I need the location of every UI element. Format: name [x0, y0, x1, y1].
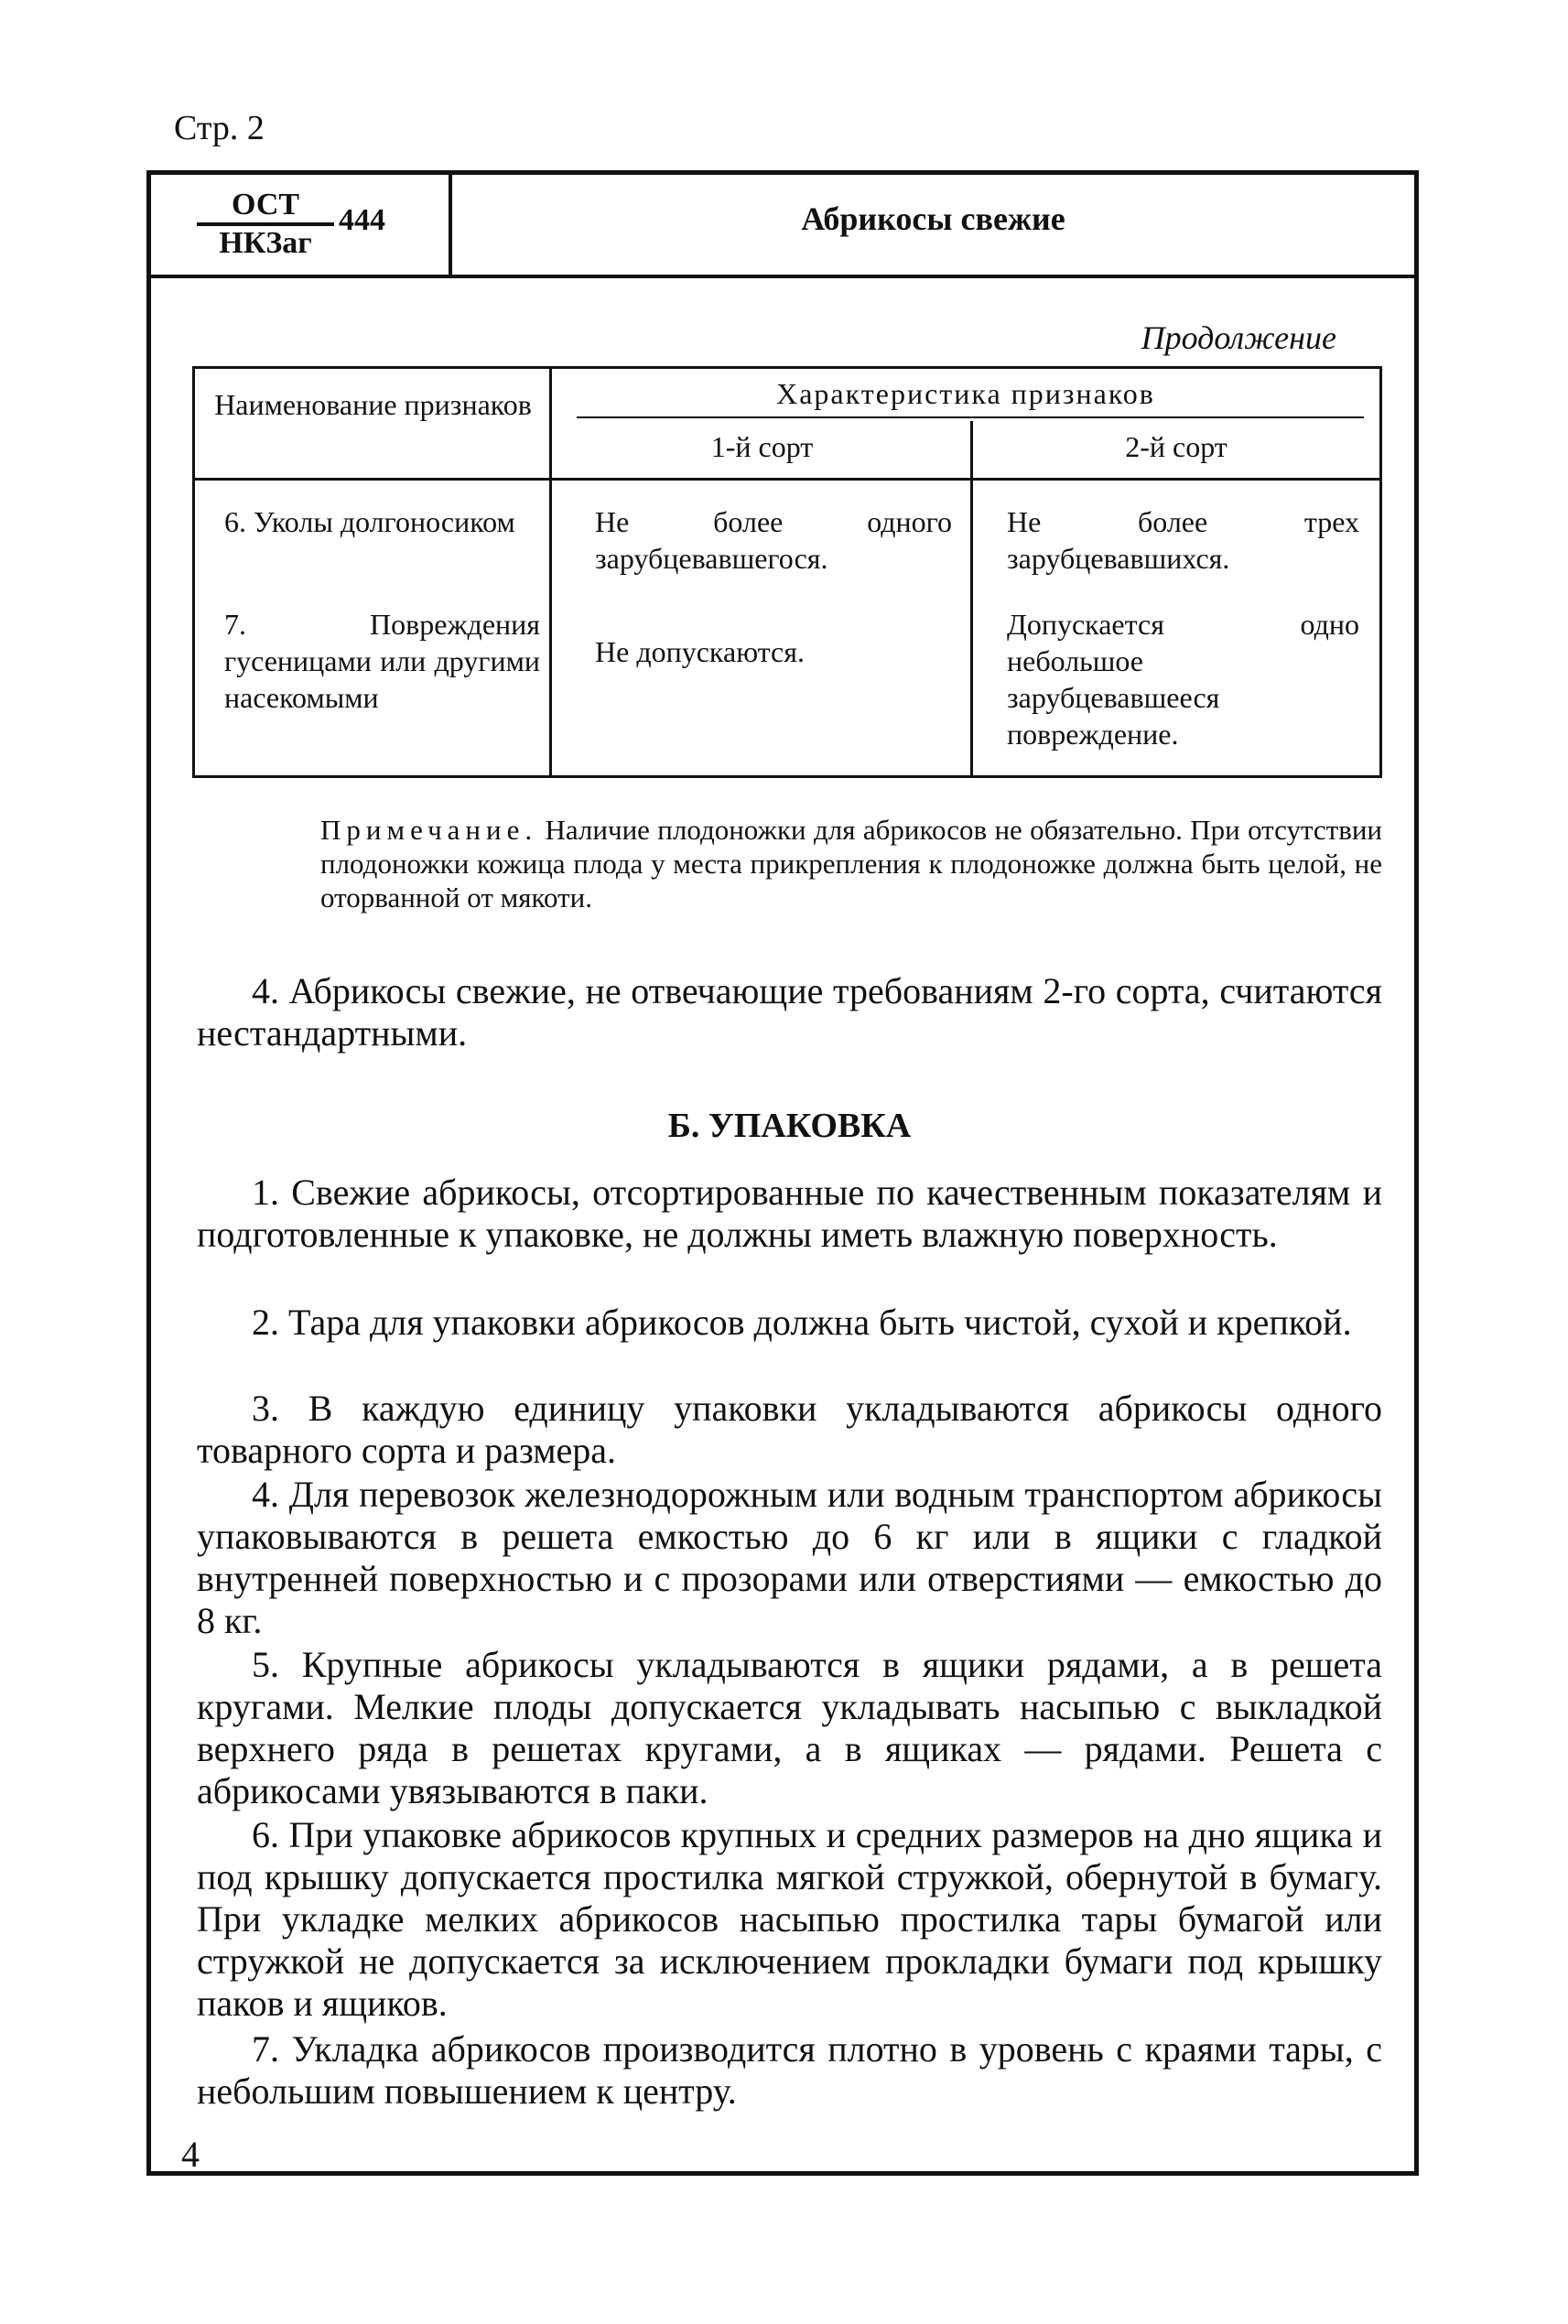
- note: [320, 813, 1382, 914]
- header-bottom-rule: [146, 275, 1419, 278]
- frame-right-rule: [1414, 170, 1419, 2175]
- packing-item-1: 1. Свежие абрикосы, отсортированные по качественным показателям и подготовленные к упаковке, не должны иметь влажную поверхность.: [197, 1172, 1382, 1255]
- table-col-divider-1: [549, 366, 552, 778]
- frame-left-rule: [146, 170, 151, 2175]
- packing-item-5: 5. Крупные абрикосы укладываются в ящики рядами, а в решета кругами. Мелкие плоды допускается укладывать насыпью с выкладкой верхнего ряда в решетах кругами, а в ящиках — рядами. Решета с абрикосами увязываются в паки.: [197, 1644, 1382, 1811]
- row-2-name: 7. Повреждения гусеницами или другими насекомыми: [224, 608, 540, 714]
- row-2-grade1: Не допускаются.: [595, 635, 805, 668]
- row-1-name: 6. Уколы долгоносиком: [224, 505, 515, 538]
- note-label: Примечание.: [320, 814, 538, 846]
- col-header-grade2: 2-й сорт: [1125, 430, 1227, 463]
- row-1-grade1: Не более одного зарубцевавшегося.: [595, 505, 952, 575]
- standard-numerator: ОСТ: [231, 188, 300, 222]
- packing-item-3: 3. В каждую единицу упаковки укладываются абрикосы одного товарного сорта и размера.: [197, 1388, 1382, 1471]
- table-left-rule: [192, 366, 195, 778]
- table-bottom-rule: [192, 775, 1382, 778]
- standard-code: 444: [339, 203, 385, 237]
- packing-item-7: 7. Укладка абрикосов производится плотно в уровень с краями тары, с небольшим повышением к центру.: [197, 2028, 1382, 2112]
- frame-top-rule: [146, 170, 1419, 175]
- col-header-name: Наименование признаков: [214, 388, 532, 421]
- continuation-label: Продолжение: [1141, 319, 1336, 356]
- standard-denominator: НКЗаг: [197, 222, 334, 261]
- col-header-group: Характеристика признаков: [776, 377, 1155, 410]
- packing-item-6: 6. При упаковке абрикосов крупных и средних размеров на дно ящика и под крышку допускается простилка мягкой стружкой, обернутой в бумагу. При укладке мелких абрикосов насыпью простилка тары бумагой или стружкой не допускается за исключением прокладки бумаги под крышку паков и ящиков.: [197, 1814, 1382, 2024]
- page-number: 4: [181, 2134, 200, 2175]
- frame-bottom-rule: [146, 2171, 1419, 2176]
- quality-table: [192, 366, 1382, 778]
- paragraph-4: 4. Абрикосы свежие, не отвечающие требованиям 2-го сорта, считаются нестандартными.: [197, 970, 1382, 1054]
- note-text: Наличие плодоножки для абрикосов не обязательно. При отсутствии плодоножки кожица плода у места прикрепления к плодоножке должна быть целой, не оторванной от мякоти.: [320, 814, 1383, 913]
- packing-item-4: 4. Для перевозок железнодорожным или водным транспортом абрикосы упаковываются в решета емкостью до 6 кг или в ящики с гладкой внутренней поверхностью и с прозорами или отверстиями — емкостью до 8 кг.: [197, 1474, 1382, 1641]
- row-1-grade2: Не более трех зарубцевавшихся.: [1007, 505, 1359, 575]
- section-title: Б. УПАКОВКА: [667, 1107, 912, 1145]
- table-header-rule: [192, 478, 1382, 481]
- table-top-rule: [192, 366, 1382, 369]
- table-right-rule: [1379, 366, 1382, 778]
- document-title: Абрикосы свежие: [801, 200, 1065, 237]
- standard-number: [197, 188, 334, 261]
- col-header-grade1: 1-й сорт: [710, 430, 814, 463]
- table-group-rule: [577, 416, 1364, 418]
- row-2-grade2: Допускается одно небольшое зарубцевавшееся повреждение.: [1007, 608, 1359, 751]
- page-label: Стр. 2: [174, 109, 265, 147]
- table-col-divider-2: [970, 421, 973, 778]
- packing-item-2: 2. Тара для упаковки абрикосов должна быть чистой, сухой и крепкой.: [252, 1302, 1352, 1343]
